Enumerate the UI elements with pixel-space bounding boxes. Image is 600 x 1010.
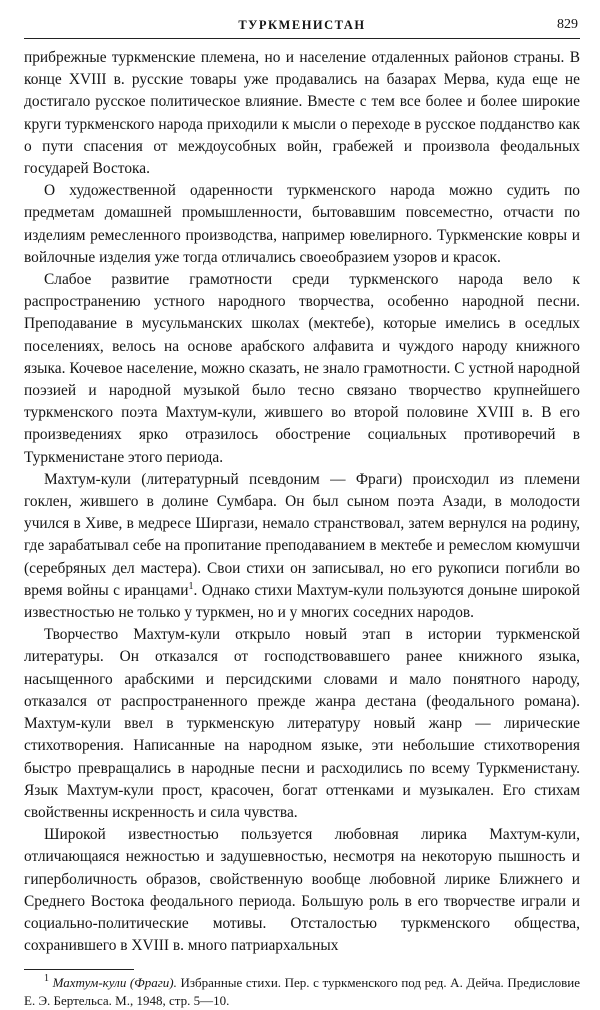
header-title: ТУРКМЕНИСТАН bbox=[238, 18, 366, 32]
footnote-rule bbox=[24, 969, 134, 970]
footnote-marker: 1 bbox=[44, 973, 49, 985]
paragraph-1: прибрежные туркменские племена, но и население отдаленных районов страны. В конце XVIII в. русские товары уже продавались на базарах Мерва, куда еще не достигало русское политическое влияние. Вместе с тем все более и более широкие круги туркменского народа приходили к мысли о переходе в русское подданство как о пути спасения от междоусобных войн, грабежей и произвола феодальных государей Востока. bbox=[24, 49, 580, 178]
page-number: 829 bbox=[557, 17, 578, 32]
footnote bbox=[24, 974, 580, 1010]
page bbox=[24, 12, 580, 1010]
paragraph-4 bbox=[24, 469, 580, 624]
running-header bbox=[24, 12, 580, 36]
paragraph-4-text: Махтум-кули (литературный псевдоним — Фраги) происходил из племени гоклен, жившего в долине Сумбара. Он был сыном поэта Азади, в молодости учился в Хиве, в медресе Ширгази, немало странствовал, затем вернулся на родину, где зарабатывал себе на пропитание преподаванием в мектебе и ремеслом кюмушчи (серебряных дел мастера). Свои стихи он записывал, но его рукописи погибли во время войны с иранцами bbox=[24, 470, 580, 599]
paragraph-4-continued: . Однако стихи Махтум-кули пользуются доныне широкой известностью не только у туркмен, но и у многих соседних народов. bbox=[24, 581, 580, 622]
footnote-ref[interactable]: 1 bbox=[188, 580, 194, 592]
body-text bbox=[24, 47, 580, 957]
paragraph-6: Широкой известностью пользуется любовная лирика Махтум-кули, отличающаяся нежностью и задушевностью, несмотря на некоторую пышность и гиперболичность образов, свойственную вообще любовной лирике Ближнего и Среднего Востока феодального периода. Большую роль в его творчестве играли и социально-политические мотивы. Отсталостью туркменского общества, сохранившего в XVIII в. много патриархальных bbox=[24, 826, 580, 955]
header-rule bbox=[24, 38, 580, 39]
paragraph-2: О художественной одаренности туркменского народа можно судить по предметам домашней промышленности, бытовавшим повсеместно, отчасти по изделиям ремесленного производства, например ювелирного. Туркменские ковры и войлочные изделия уже тогда отличались своеобразием узоров и красок. bbox=[24, 182, 580, 266]
paragraph-5: Творчество Махтум-кули открыло новый этап в истории туркменской литературы. Он отказался от господствовавшего ранее книжного языка, насыщенного арабскими и персидскими словами и мало понятного народу, отказался от распространенного прежде жанра дестана (феодального романа). Махтум-кули ввел в туркменскую литературу новый жанр — лирические стихотворения. Написанные на народном языке, эти небольшие стихотворения быстро превращались в народные песни и расходились по всему Туркменистану. Язык Махтум-кули прост, красочен, богат оттенками и музыкален. Его стихам свойственны искренность и сила чувства. bbox=[24, 626, 580, 821]
paragraph-3: Слабое развитие грамотности среди туркменского народа вело к распространению устного народного творчества, особенно народной песни. Преподавание в мусульманских школах (мектебе), которые имелись в оседлых поселениях, велось на основе арабского алфавита и чуждого народу книжного языка. Кочевое население, можно сказать, не знало грамотности. С устной народной поэзией и народной музыкой было тесно связано творчество крупнейшего туркменского поэта Махтум-кули, жившего во второй половине XVIII в. В его произведениях ярко отразилось обострение социальных противоречий в Туркменистане этого периода. bbox=[24, 271, 580, 466]
footnote-text: Избранные стихи. Пер. с туркменского под ред. А. Дейча. Предисловие Е. Э. Бертельса. М., 1948, стр. 5—10. bbox=[24, 975, 581, 1009]
footnote-title: Махтум-кули (Фраги). bbox=[52, 975, 177, 991]
